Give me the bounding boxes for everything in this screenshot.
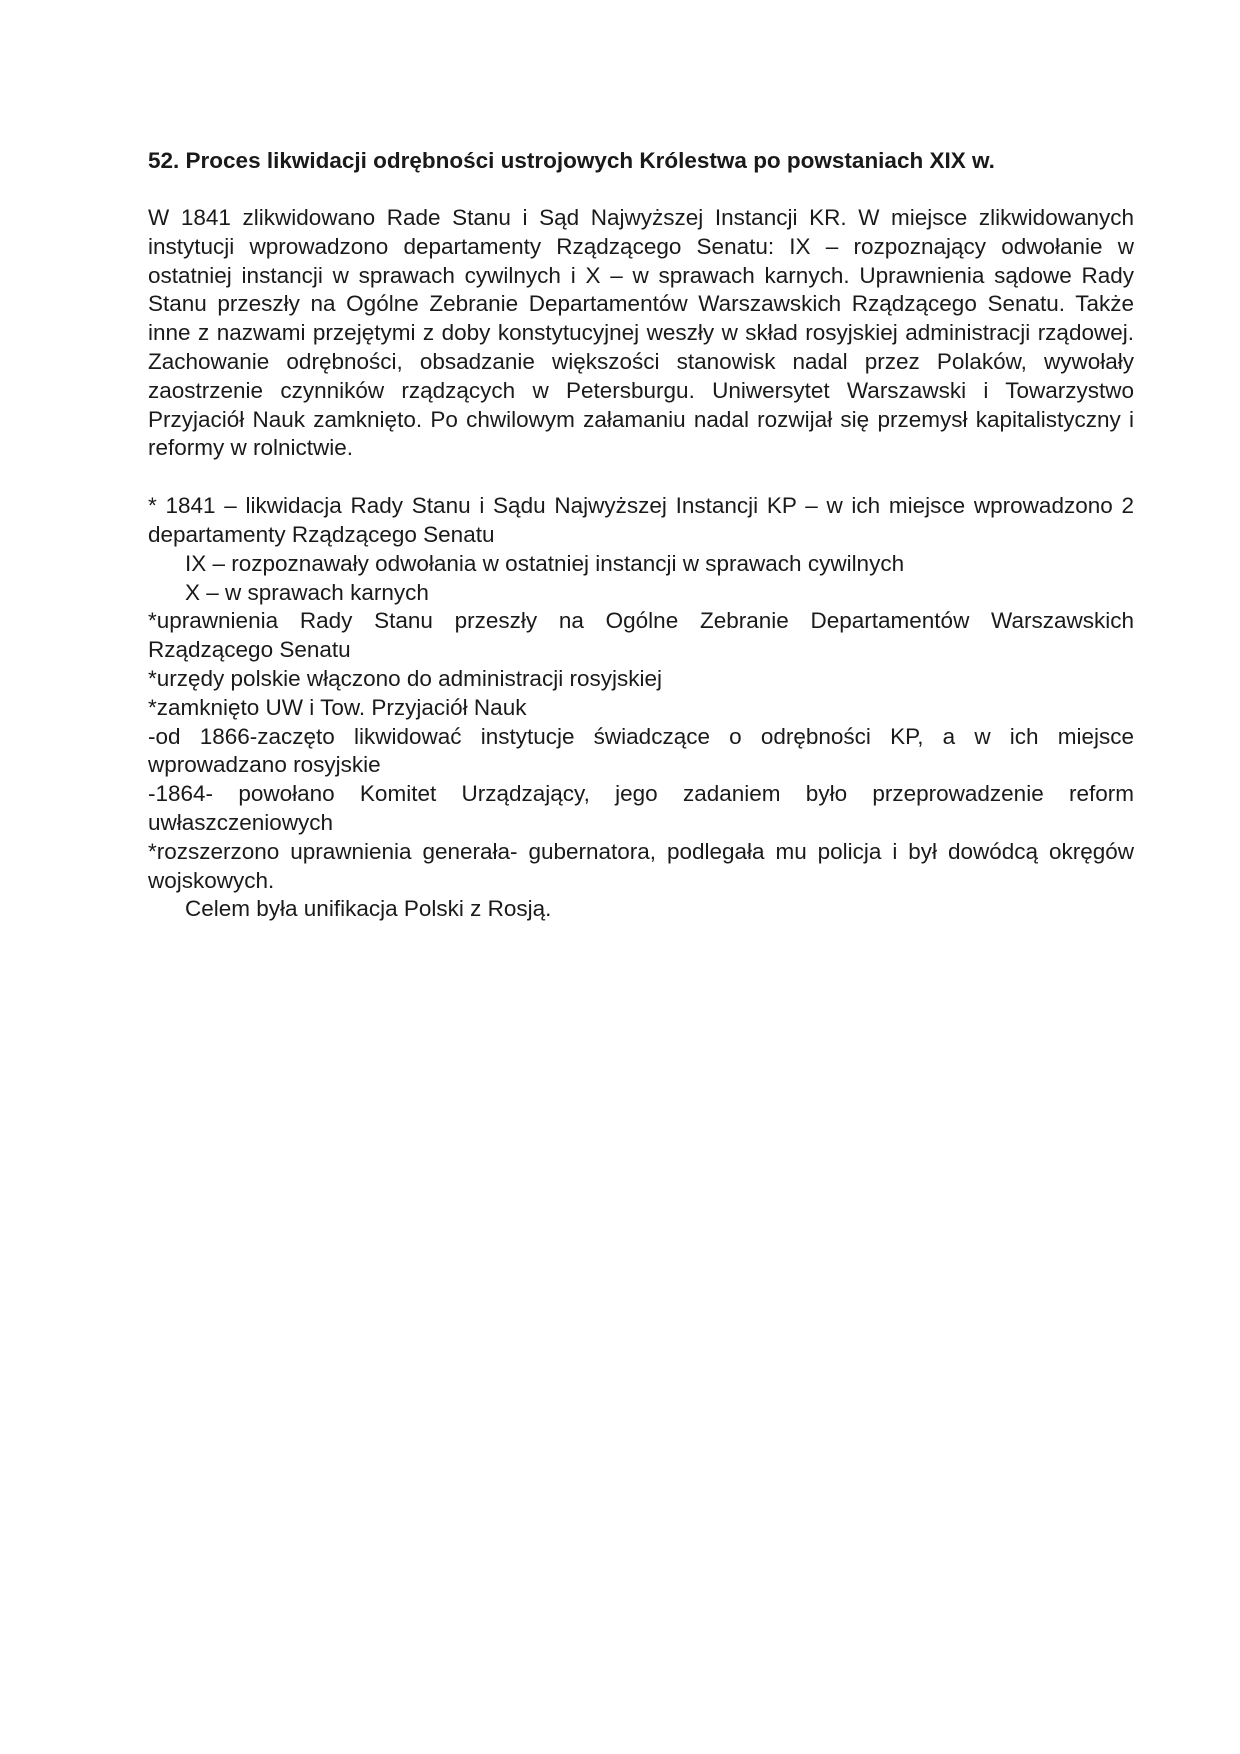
note-subitem: X – w sprawach karnych	[185, 579, 429, 605]
summary-paragraph: W 1841 zlikwidowano Rade Stanu i Sąd Najwyższej Instancji KR. W miejsce zlikwidowanych instytucji wprowadzono departamenty Rządzącego Senatu: IX – rozpoznający odwołanie w ostatniej instancji w sprawach cywilnych i X – w sprawach karnych. Uprawnienia sądowe Rady Stanu przeszły na Ogólne Zebranie Departamentów Warszawskich Rządzącego Senatu. Także inne z nazwami przejętymi z doby konstytucyjnej weszły w skład rosyjskiej administracji rządowej. Zachowanie odrębności, obsadzanie większości stanowisk nadal przez Polaków, wywołały zaostrzenie czynników rządzących w Petersburgu. Uniwersytet Warszawski i Towarzystwo Przyjaciół Nauk zamknięto. Po chwilowym załamaniu nadal rozwijał się przemysł kapitalistyczny i reformy w rolnictwie.	[148, 205, 1134, 461]
document-title: 52. Proces likwidacji odrębności ustrojowych Królestwa po powstaniach XIX w.	[148, 148, 995, 173]
note-item: *rozszerzono uprawnienia generała- gubernatora, podlegała mu policja i był dowódcą okręgów wojskowych.	[148, 838, 1134, 893]
note-item: * 1841 – likwidacja Rady Stanu i Sądu Najwyższej Instancji KP – w ich miejsce wprowadzono 2 departamenty Rządzącego Senatu	[148, 493, 1134, 547]
note-subitem: IX – rozpoznawały odwołania w ostatniej instancji w sprawach cywilnych	[185, 550, 905, 576]
note-item: -1864- powołano Komitet Urządzający, jego zadaniem było przeprowadzenie reform uwłaszczeniowych	[148, 781, 1134, 835]
document-body	[148, 146, 1134, 924]
notes-list	[148, 492, 1134, 924]
note-item: -od 1866-zaczęto likwidować instytucje świadczące o odrębności KP, a w ich miejsce wprowadzano rosyjskie	[148, 723, 1134, 778]
note-item: *uprawnienia Rady Stanu przeszły na Ogólne Zebranie Departamentów Warszawskich Rządzącego Senatu	[148, 608, 1134, 663]
note-item: *urzędy polskie włączono do administracji rosyjskiej	[148, 665, 662, 691]
paragraph-spacer	[148, 463, 1134, 492]
note-item: *zamknięto UW i Tow. Przyjaciół Nauk	[148, 694, 527, 720]
conclusion-line: Celem była unifikacja Polski z Rosją.	[185, 896, 552, 922]
